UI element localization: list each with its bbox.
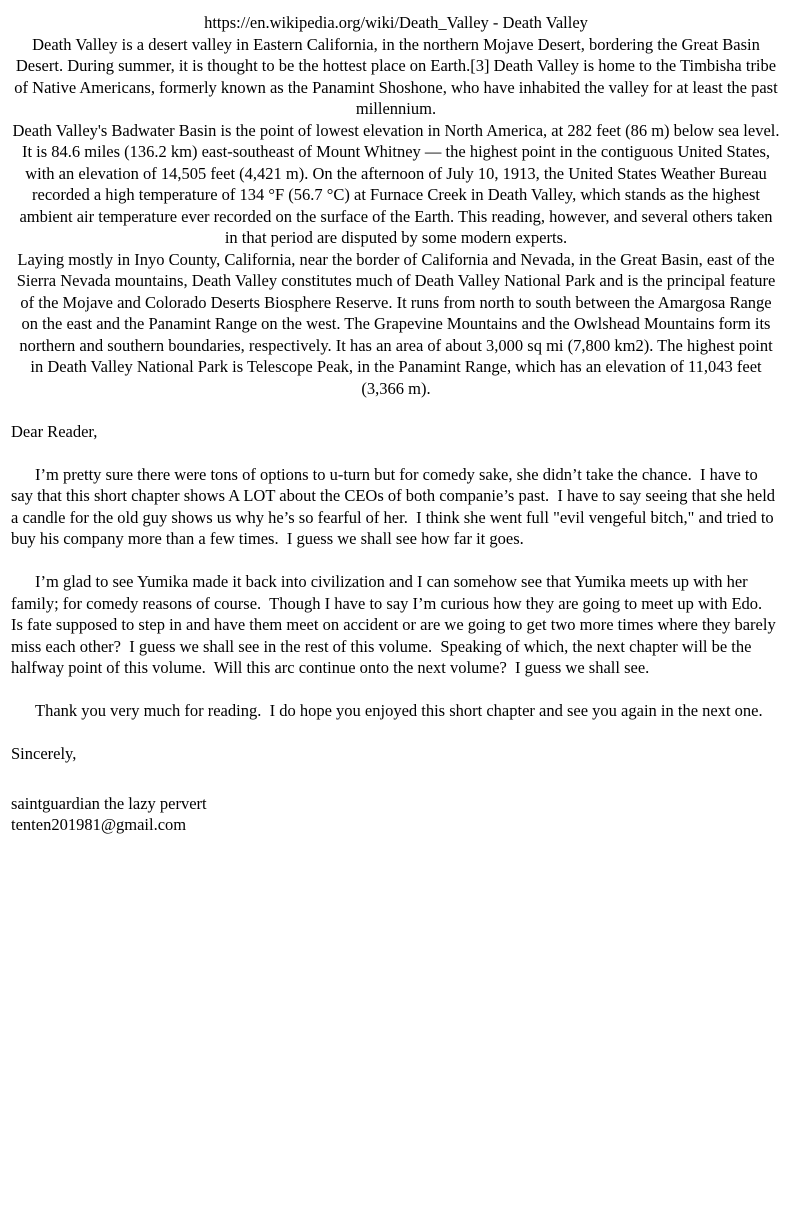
wiki-paragraph-2: Death Valley's Badwater Basin is the point of lowest elevation in North America, at 282 feet (86 m) below sea level. It is 84.6 miles (136.2 km) east-southeast of Mount Whitney — the highest point in the contiguous United States, with an elevation of 14,505 feet (4,421 m). On the afternoon of July 10, 1913, the United States Weather Bureau recorded a high temperature of 134 °F (56.7 °C) at Furnace Creek in Death Valley, which stands as the highest ambient air temperature ever recorded on the surface of the Earth. This reading, however, and several others taken in that period are disputed by some modern experts. — [12, 120, 780, 247]
source-url-line: https://en.wikipedia.org/wiki/Death_Valley - Death Valley — [204, 13, 588, 32]
signature-email: tenten201981@gmail.com — [11, 815, 187, 834]
letter-paragraph-3: Thank you very much for reading. I do hope you enjoyed this short chapter and see you again in the next one. — [35, 701, 763, 720]
letter-paragraph-1: I’m pretty sure there were tons of options to u-turn but for comedy sake, she didn’t take the chance. I have to say that this short chapter shows A LOT about the CEOs of both companie’s past. I have to say seeing that she held a candle for the old guy shows us why he’s so fearful of her. I think she went full "evil vengeful bitch," and tried to buy his company more than a few times. I guess we shall see how far it goes. — [11, 464, 780, 548]
reader-letter-section — [11, 421, 781, 836]
letter-paragraph-2: I’m glad to see Yumika made it back into civilization and I can somehow see that Yumika meets up with her family; for comedy reasons of course. Though I have to say I’m curious how they are going to meet up with Edo. Is fate supposed to step in and have them meet on accident or are we going to get two more times where they barely miss each other? I guess we shall see in the rest of this volume. Speaking of which, the next chapter will be the halfway point of this volume. Will this arc continue onto the next volume? I guess we shall see. — [11, 572, 780, 677]
wiki-paragraph-3: Laying mostly in Inyo County, California, near the border of California and Nevada, in the Great Basin, east of the Sierra Nevada mountains, Death Valley constitutes much of Death Valley National Park and is the principal feature of the Mojave and Colorado Deserts Biosphere Reserve. It runs from north to south between the Amargosa Range on the east and the Panamint Range on the west. The Grapevine Mountains and the Owlshead Mountains form its northern and southern boundaries, respectively. It has an area of about 3,000 sq mi (7,800 km2). The highest point in Death Valley National Park is Telescope Peak, in the Panamint Range, which has an elevation of 11,043 feet (3,366 m). — [16, 249, 776, 398]
wiki-excerpt-section — [11, 12, 781, 399]
letter-salutation: Dear Reader, — [11, 421, 98, 441]
wiki-paragraph-1: Death Valley is a desert valley in Eastern California, in the northern Mojave Desert, bordering the Great Basin Desert. During summer, it is thought to be the hottest place on Earth.[3] Death Valley is home to the Timbisha tribe of Native Americans, formerly known as the Panamint Shoshone, who have inhabited the valley for at least the past millennium. — [14, 34, 778, 118]
signature-block — [11, 793, 781, 836]
signature-name: saintguardian the lazy pervert — [11, 793, 207, 813]
letter-closing: Sincerely, — [11, 744, 77, 763]
